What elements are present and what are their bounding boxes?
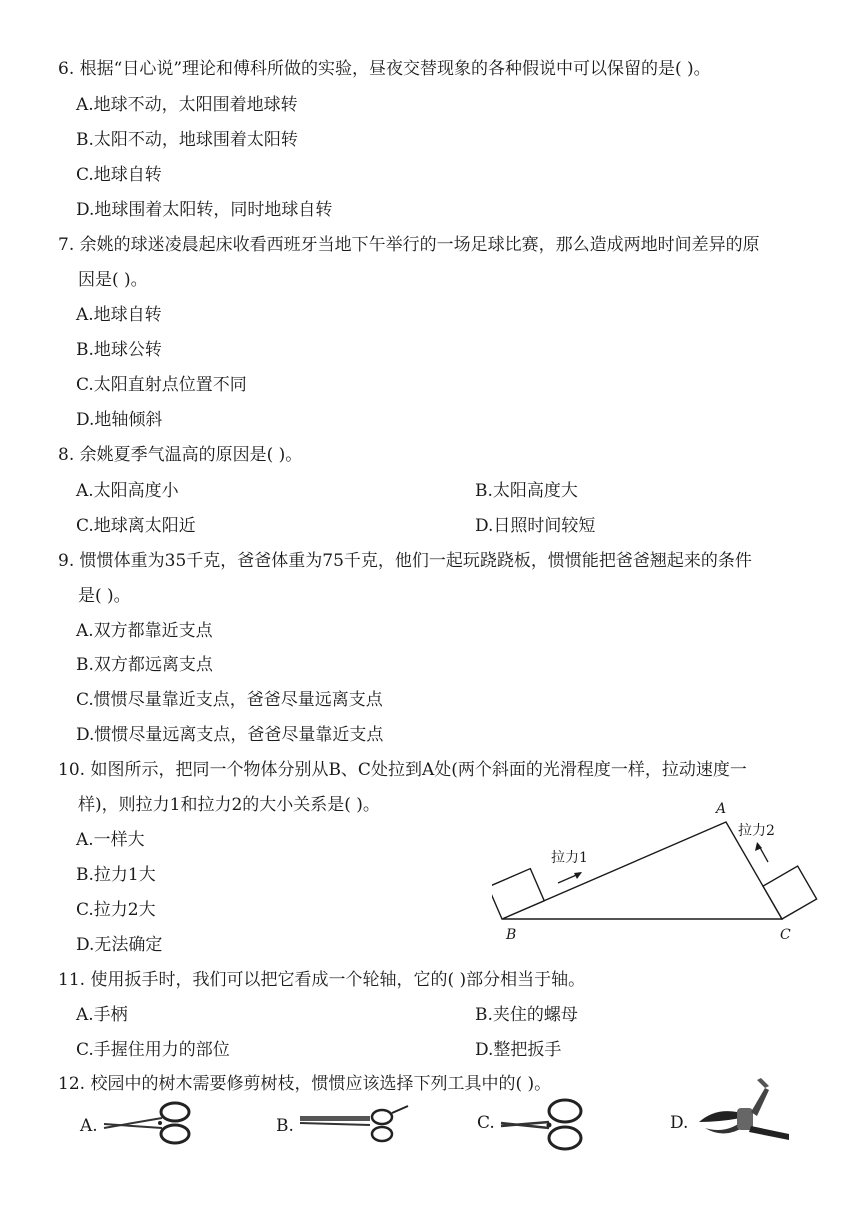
q7-option-a: A.地球自转	[76, 305, 162, 325]
point-a-label: A	[716, 801, 727, 817]
block-on-long-slope	[492, 869, 544, 919]
force2-label: 拉力2	[738, 823, 775, 839]
q12-option-b-label: B.	[276, 1116, 294, 1136]
q6-option-b: B.太阳不动，地球围着太阳转	[76, 130, 298, 150]
q12-option-a-label: A.	[80, 1116, 98, 1136]
q12-stem: 12. 校园中的树木需要修剪树枝，惯惯应该选择下列工具中的( )。	[58, 1074, 552, 1094]
force1-label: 拉力1	[551, 850, 588, 866]
q6-option-c: C.地球自转	[76, 165, 162, 185]
q11-option-d: D.整把扳手	[475, 1040, 562, 1060]
incline-diagram	[492, 796, 822, 946]
q10-stem-line2: 样)，则拉力1和拉力2的大小关系是( )。	[78, 795, 380, 815]
q9-option-c: C.惯惯尽量靠近支点，爸爸尽量远离支点	[76, 690, 383, 710]
point-c-label: C	[780, 927, 791, 943]
q6-stem: 6. 根据“日心说”理论和傅科所做的实验，昼夜交替现象的各种假说中可以保留的是( )。	[58, 59, 711, 79]
q8-option-d: D.日照时间较短	[475, 516, 596, 536]
q6-option-d: D.地球围着太阳转，同时地球自转	[76, 200, 333, 220]
q9-option-a: A.双方都靠近支点	[76, 621, 213, 641]
pruning-shears-icon	[695, 1078, 795, 1148]
q6-option-a: A.地球不动，太阳围着地球转	[76, 95, 298, 115]
q12-option-d-label: D.	[670, 1113, 689, 1133]
q7-stem-line2: 因是( )。	[78, 270, 148, 290]
q10-option-a: A.一样大	[76, 830, 145, 850]
sewing-scissors-icon	[497, 1096, 592, 1152]
q9-stem-line2: 是( )。	[78, 586, 131, 606]
q7-option-b: B.地球公转	[76, 340, 162, 360]
q9-stem-line1: 9. 惯惯体重为35千克，爸爸体重为75千克，他们一起玩跷跷板，惯惯能把爸爸翘起来的条件	[58, 551, 752, 571]
point-b-label: B	[506, 927, 517, 943]
thinning-shears-icon	[298, 1103, 410, 1145]
q9-option-d: D.惯惯尽量远离支点，爸爸尽量靠近支点	[76, 725, 384, 745]
q7-option-c: C.太阳直射点位置不同	[76, 375, 247, 395]
q12-option-c-label: C.	[477, 1113, 495, 1133]
q8-option-b: B.太阳高度大	[475, 481, 578, 501]
q9-option-b: B.双方都远离支点	[76, 655, 213, 675]
q11-option-a: A.手柄	[76, 1005, 128, 1025]
q7-stem-line1: 7. 余姚的球迷凌晨起床收看西班牙当地下午举行的一场足球比赛，那么造成两地时间差异的原	[58, 235, 760, 255]
q7-option-d: D.地轴倾斜	[76, 410, 163, 430]
q10-stem-line1: 10. 如图所示，把同一个物体分别从B、C处拉到A处(两个斜面的光滑程度一样，拉动速度一	[58, 760, 747, 780]
q8-option-a: A.太阳高度小	[76, 481, 179, 501]
q10-option-c: C.拉力2大	[76, 900, 156, 920]
q8-stem: 8. 余姚夏季气温高的原因是( )。	[58, 445, 303, 465]
q10-option-b: B.拉力1大	[76, 865, 156, 885]
q11-option-b: B.夹住的螺母	[475, 1005, 578, 1025]
q10-option-d: D.无法确定	[76, 935, 163, 955]
q11-stem: 11. 使用扳手时，我们可以把它看成一个轮轴，它的( )部分相当于轴。	[58, 970, 586, 990]
block-on-short-slope	[763, 866, 817, 919]
scissors-icon	[100, 1098, 195, 1148]
q8-option-c: C.地球离太阳近	[76, 516, 196, 536]
q11-option-c: C.手握住用力的部位	[76, 1040, 230, 1060]
